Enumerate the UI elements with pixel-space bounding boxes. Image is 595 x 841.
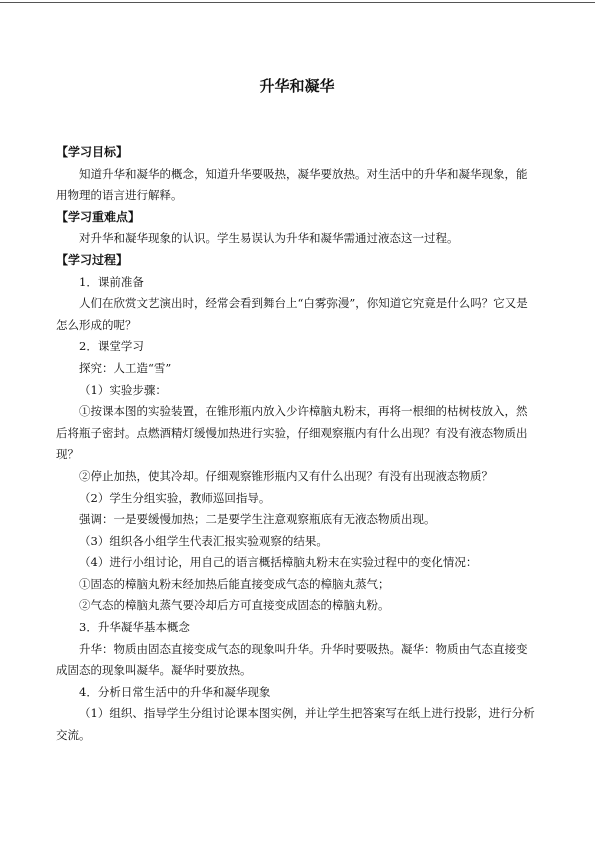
daily-life-paragraph: （1）组织、指导学生分组讨论课本图实例，并让学生把答案写在纸上进行投影，进行分析交流。 — [56, 706, 535, 743]
key-points-paragraph: 对升华和凝华现象的认识。学生易误认为升华和凝华需通过液态这一过程。 — [79, 231, 459, 246]
goals-paragraph: 知道升华和凝华的概念，知道升华要吸热，凝华要放热。对生活中的升华和凝华现象，能用物理的语言进行解释。 — [56, 166, 528, 203]
document-body — [56, 142, 538, 747]
step-title-daily-life: 4．分析日常生活中的升华和凝华现象 — [79, 684, 271, 699]
document-title: 升华和凝华 — [259, 77, 335, 95]
step-title-prep: 1．课前准备 — [79, 274, 144, 289]
substep-experiment-steps: （1）实验步骤： — [79, 382, 167, 397]
discussion-point-a: ①固态的樟脑丸粉末经加热后能直接变成气态的樟脑丸蒸气； — [79, 576, 390, 591]
substep-group-experiment: （2）学生分组实验，教师巡回指导。 — [79, 490, 271, 505]
discussion-point-b: ②气态的樟脑丸蒸气要冷却后方可直接变成固态的樟脑丸粉。 — [79, 598, 390, 613]
emphasis-line: 强调：一是要缓慢加热；二是要学生注意观察瓶底有无液态物质出现。 — [79, 512, 436, 527]
prep-paragraph: 人们在欣赏文艺演出时，经常会看到舞台上“白雾弥漫”，你知道它究竟是什么吗？它又是怎么形成的呢？ — [56, 296, 528, 332]
section-heading-goals: 【学习目标】 — [56, 145, 129, 159]
experiment-step-a: ①按课本图的实验装置，在锥形瓶内放入少许樟脑丸粉末，再将一根细的枯树枝放入，然后将瓶子密封。点燃酒精灯缓慢加热进行实验，仔细观察瓶内有什么出现？有没有液态物质出现？ — [56, 404, 528, 462]
step-title-classroom: 2．课堂学习 — [79, 339, 144, 354]
experiment-step-b: ②停止加热，使其冷却。仔细观察锥形瓶内又有什么出现？有没有出现液态物质？ — [79, 468, 493, 483]
step-title-concepts: 3．升华凝华基本概念 — [79, 620, 190, 635]
section-heading-process: 【学习过程】 — [56, 252, 129, 267]
explore-line: 探究：人工造“雪” — [79, 360, 172, 375]
concepts-paragraph: 升华：物质由固态直接变成气态的现象叫升华。升华时要吸热。凝华：物质由气态直接变成固态的现象叫凝华。凝华时要放热。 — [56, 641, 528, 678]
page-top-rule — [0, 2, 595, 3]
section-heading-key-points: 【学习重难点】 — [56, 209, 141, 224]
substep-discussion: （4）进行小组讨论，用自己的语言概括樟脑丸粉末在实验过程中的变化情况： — [79, 555, 478, 570]
substep-report: （3）组织各小组学生代表汇报实验观察的结果。 — [79, 533, 328, 548]
